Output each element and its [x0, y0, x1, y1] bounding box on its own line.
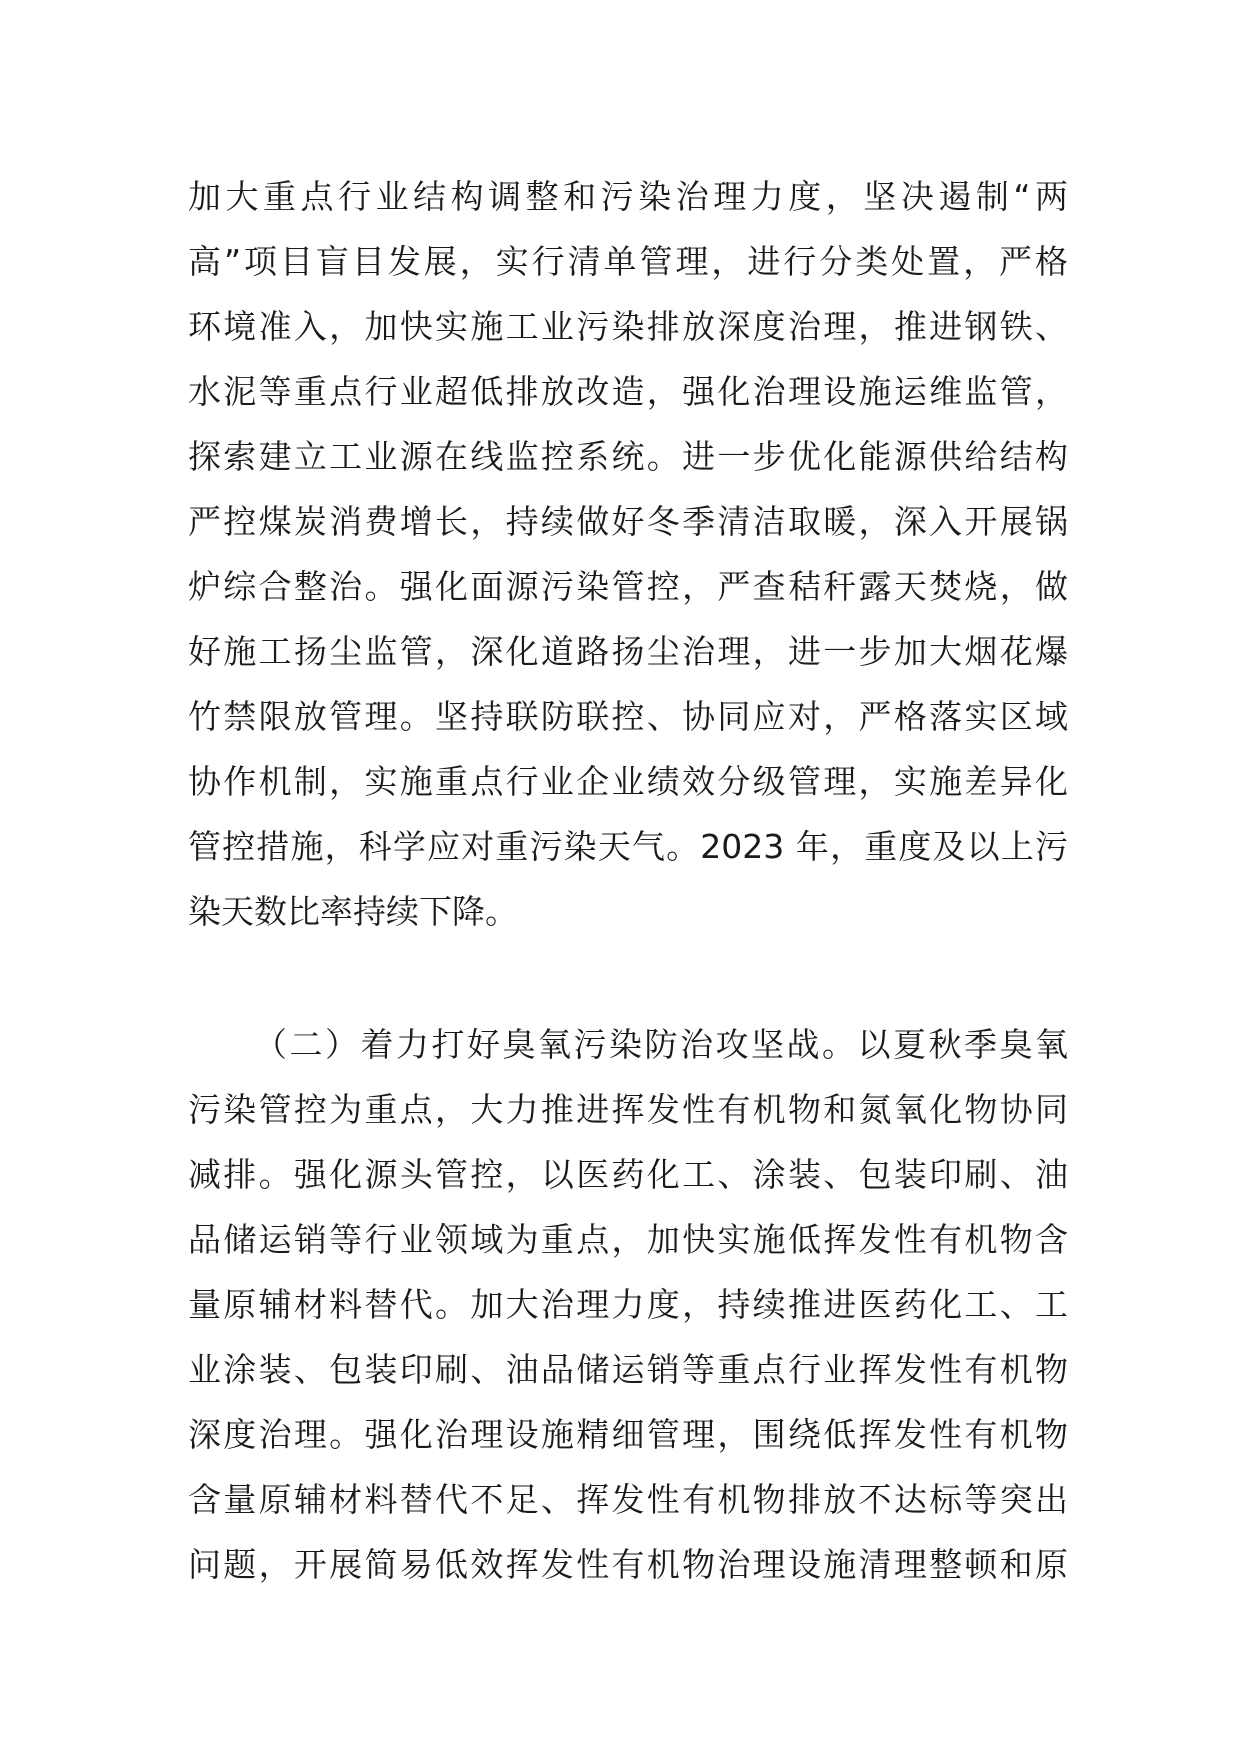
text-line: 加大重点行业结构调整和污染治理力度，坚决遏制“两: [188, 177, 1068, 216]
text-line: 量原辅材料替代。加大治理力度，持续推进医药化工、工: [188, 1285, 1068, 1324]
paragraph-air-pollution-control: [188, 164, 1068, 944]
text-line: 探索建立工业源在线监控系统。进一步优化能源供给结构: [188, 437, 1068, 476]
text-line: 含量原辅材料替代不足、挥发性有机物排放不达标等突出: [188, 1480, 1068, 1519]
text-line: 炉综合整治。强化面源污染管控，严查秸秆露天焚烧，做: [188, 567, 1068, 606]
text-line: 环境准入，加快实施工业污染排放深度治理，推进钢铁、: [188, 307, 1068, 346]
text-line: 好施工扬尘监管，深化道路扬尘治理，进一步加大烟花爆: [188, 632, 1068, 671]
text-line: （二）着力打好臭氧污染防治攻坚战。以夏秋季臭氧: [254, 1025, 1068, 1064]
text-line: 协作机制，实施重点行业企业绩效分级管理，实施差异化: [188, 762, 1068, 801]
text-line: 竹禁限放管理。坚持联防联控、协同应对，严格落实区域: [188, 697, 1068, 736]
text-line: 品储运销等行业领域为重点，加快实施低挥发性有机物含: [188, 1220, 1068, 1259]
text-line: 深度治理。强化治理设施精细管理，围绕低挥发性有机物: [188, 1415, 1068, 1454]
paragraph-ozone-pollution-control: [188, 1012, 1068, 1597]
text-line: 水泥等重点行业超低排放改造，强化治理设施运维监管，: [188, 372, 1068, 411]
text-line: 减排。强化源头管控，以医药化工、涂装、包装印刷、油: [188, 1155, 1068, 1194]
text-line: 业涂装、包装印刷、油品储运销等重点行业挥发性有机物: [188, 1350, 1068, 1389]
text-line: 严控煤炭消费增长，持续做好冬季清洁取暖，深入开展锅: [188, 502, 1068, 541]
text-line: 高”项目盲目发展，实行清单管理，进行分类处置，严格: [188, 242, 1068, 281]
text-line: 污染管控为重点，大力推进挥发性有机物和氮氧化物协同: [188, 1090, 1068, 1129]
text-line: 管控措施，科学应对重污染天气。2023 年，重度及以上污: [188, 827, 1068, 866]
text-line: 染天数比率持续下降。: [188, 892, 518, 931]
text-line: 问题，开展简易低效挥发性有机物治理设施清理整顿和原: [188, 1545, 1068, 1584]
